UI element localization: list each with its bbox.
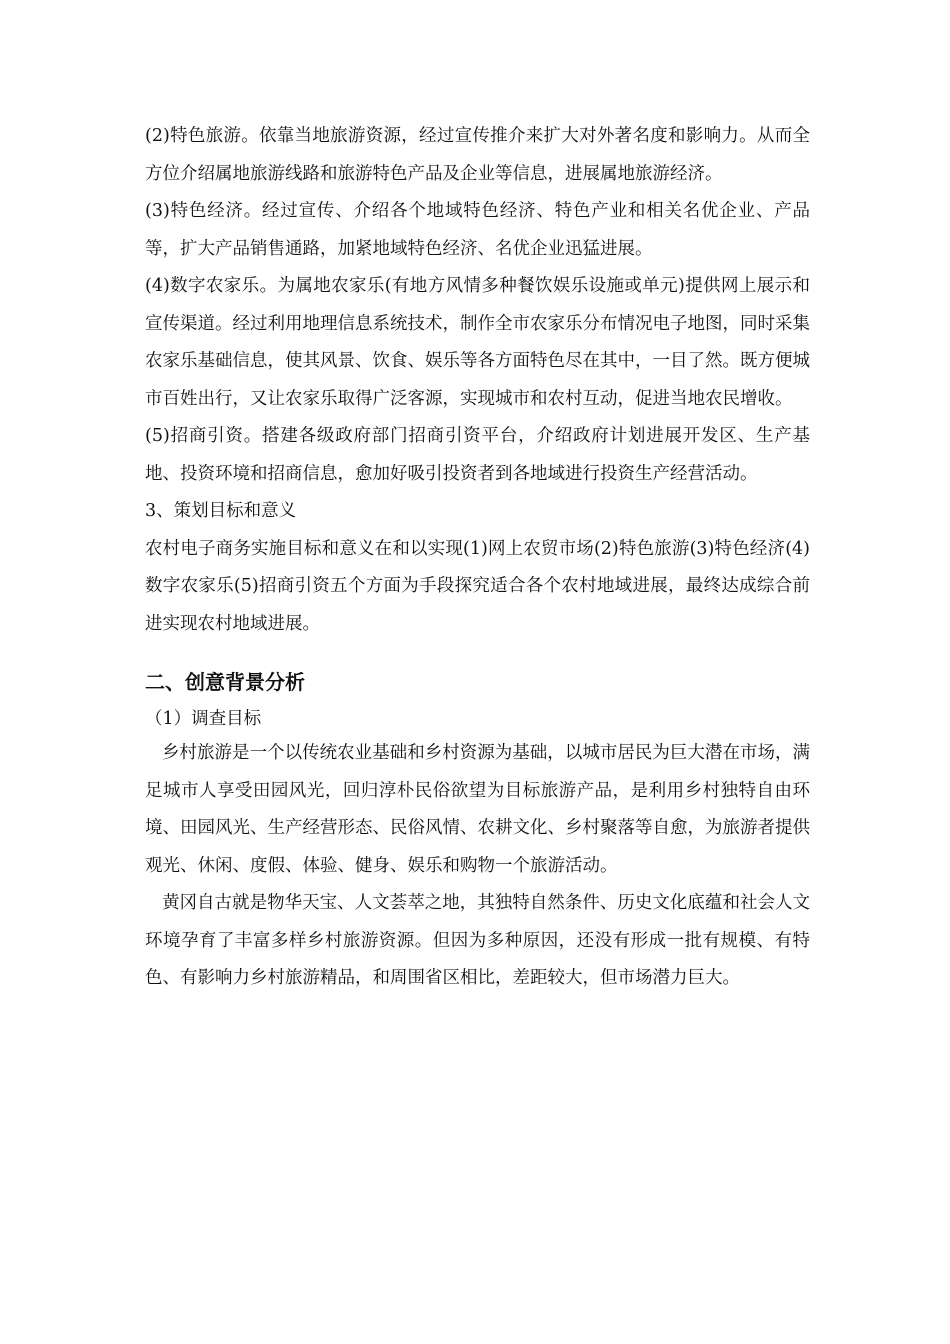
heading-goals-meaning: 3、策划目标和意义 (145, 501, 297, 521)
paragraph-huanggang: 黄冈自古就是物华天宝、人文荟萃之地，其独特自然条件、历史文化底蕴和社会人文环境孕育了丰富多样乡村旅游资源。但因为多种原因，还没有形成一批有规模、有特色、有影响力乡村旅游精品，和周围省区相比，差距较大，但市场潜力巨大。 (145, 893, 810, 988)
paragraph-investment: (5)招商引资。搭建各级政府部门招商引资平台，介绍政府计划进展开发区、生产基地、投资环境和招商信息，愈加好吸引投资者到各地域进行投资生产经营活动。 (145, 426, 810, 484)
paragraph-goals-meaning: 农村电子商务实施目标和意义在和以实现(1)网上农贸市场(2)特色旅游(3)特色经济(4)数字农家乐(5)招商引资五个方面为手段探究适合各个农村地域进展，最终达成综合前进实现农村地域进展。 (145, 538, 810, 634)
section-title: 二、创意背景分析 (145, 670, 305, 694)
paragraph-digital-farmhouse: (4)数字农家乐。为属地农家乐(有地方风情多种餐饮娱乐设施或单元)提供网上展示和宣传渠道。经过利用地理信息系统技术，制作全市农家乐分布情况电子地图，同时采集农家乐基础信息，使其风景、饮食、娱乐等各方面特色尽在其中，一目了然。既方便城市百姓出行，又让农家乐取得广泛客源，实现城市和农村互动，促进当地农民增收。 (145, 276, 810, 409)
paragraph-special-tourism: (2)特色旅游。依靠当地旅游资源，经过宣传推介来扩大对外著名度和影响力。从而全方位介绍属地旅游线路和旅游特色产品及企业等信息，进展属地旅游经济。 (145, 126, 810, 184)
subsection-title: （1）调查目标 (145, 709, 262, 729)
paragraph-rural-tourism: 乡村旅游是一个以传统农业基础和乡村资源为基础，以城市居民为巨大潜在市场，满足城市人享受田园风光，回归淳朴民俗欲望为目标旅游产品，是利用乡村独特自由环境、田园风光、生产经营形态、民俗风情、农耕文化、乡村聚落等自愈，为旅游者提供观光、休闲、度假、体验、健身、娱乐和购物一个旅游活动。 (145, 743, 810, 876)
paragraph-special-economy: (3)特色经济。经过宣传、介绍各个地域特色经济、特色产业和相关名优企业、产品等，扩大产品销售通路，加紧地域特色经济、名优企业迅猛进展。 (145, 201, 810, 259)
document-page (145, 118, 810, 998)
